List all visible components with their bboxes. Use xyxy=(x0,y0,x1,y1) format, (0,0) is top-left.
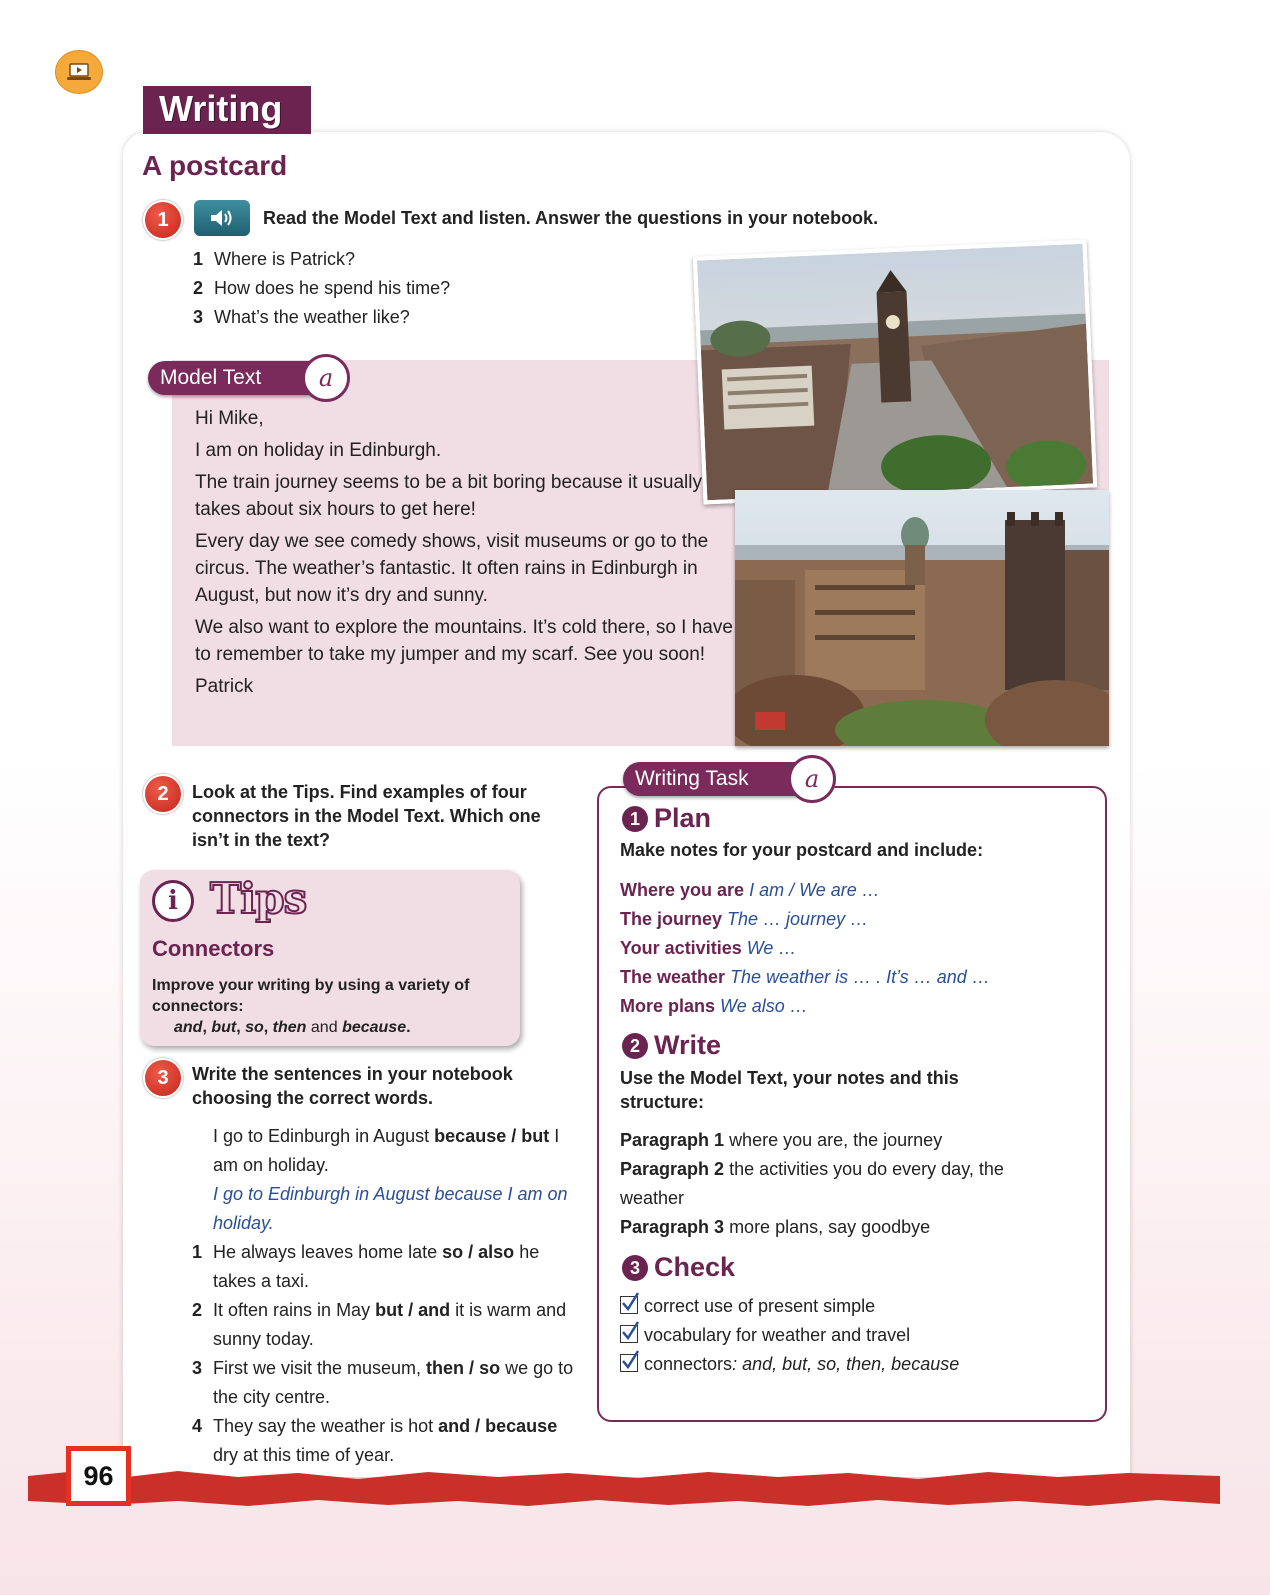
check-items xyxy=(620,1292,959,1379)
paragraph-structure xyxy=(620,1126,1040,1242)
list-item: The weather The weather is … . It’s … and … xyxy=(620,967,990,987)
example-answer: I go to Edinburgh in August because I am on holiday. xyxy=(213,1184,568,1233)
list-item: connectors: and, but, so, then, because xyxy=(620,1350,959,1379)
info-icon: i xyxy=(152,880,194,922)
plan-items xyxy=(620,876,990,1021)
model-text-paragraph: The train journey seems to be a bit boring because it usually takes about six hours to get here! xyxy=(195,472,702,520)
writing-task-icon: a xyxy=(788,755,836,803)
laptop-icon[interactable] xyxy=(55,50,103,94)
model-text-paragraph: I am on holiday in Edinburgh. xyxy=(195,440,442,461)
plan-number: 1 xyxy=(622,806,648,832)
plan-instruction: Make notes for your postcard and include: xyxy=(620,840,984,860)
write-heading: 2 Write xyxy=(622,1030,721,1061)
list-item: Paragraph 3 more plans, say goodbye xyxy=(620,1217,931,1237)
list-item: More plans We also … xyxy=(620,996,808,1016)
checkbox-checked-icon xyxy=(620,1325,638,1343)
page-heading: A postcard xyxy=(142,150,288,181)
model-text-paragraph: Hi Mike, xyxy=(195,408,264,429)
exercise-3-number: 3 xyxy=(143,1058,183,1098)
list-item: 1 Where is Patrick? xyxy=(193,249,356,269)
model-text-paragraph: Every day we see comedy shows, visit museums or go to the circus. The weather’s fantastic. It often rains in Edinburgh in August, but now it’s dry and sunny. xyxy=(195,531,709,606)
model-text-body xyxy=(195,405,735,705)
list-item: 1 He always leaves home late so / also he takes a taxi. xyxy=(192,1242,540,1291)
tips-title: Tips xyxy=(210,874,307,923)
checkbox-checked-icon xyxy=(620,1354,638,1372)
example-sentence: I go to Edinburgh in August because / but I am on holiday. xyxy=(213,1126,560,1175)
page-number: 96 xyxy=(66,1446,131,1506)
tips-body xyxy=(152,975,512,1038)
list-item: 2 It often rains in May but / and it is warm and sunny today. xyxy=(192,1300,567,1349)
model-text-icon: a xyxy=(302,354,350,402)
exercise-2-number: 2 xyxy=(143,774,183,814)
tips-heading: Connectors xyxy=(152,936,275,961)
tips-text: Improve your writing by using a variety of connectors: xyxy=(152,977,470,1015)
list-item: 4 They say the weather is hot and / because dry at this time of year. xyxy=(192,1416,558,1465)
list-item: Your activities We … xyxy=(620,938,797,958)
list-item: The journey The … journey … xyxy=(620,909,869,929)
list-item: Paragraph 1 where you are, the journey xyxy=(620,1130,943,1150)
list-item: 3 What’s the weather like? xyxy=(193,307,410,327)
write-number: 2 xyxy=(622,1033,648,1059)
plan-heading: 1 Plan xyxy=(622,803,711,834)
model-text-label: Model Text xyxy=(148,361,326,395)
exercise-3-instruction: Write the sentences in your notebook choosing the correct words. xyxy=(192,1064,513,1108)
speaker-icon xyxy=(208,207,236,229)
edinburgh-street-photo xyxy=(693,240,1097,505)
list-item: 3 First we visit the museum, then / so we go to the city centre. xyxy=(192,1358,574,1407)
edinburgh-skyline-photo xyxy=(735,490,1109,746)
exercise-3-items xyxy=(192,1122,582,1470)
check-heading: 3 Check xyxy=(622,1252,735,1283)
exercise-1-number: 1 xyxy=(143,200,183,240)
checkbox-checked-icon xyxy=(620,1296,638,1314)
list-item: 2 How does he spend his time? xyxy=(193,278,451,298)
exercise-1-questions xyxy=(193,245,450,332)
audio-play-button[interactable] xyxy=(194,200,250,236)
list-item: Where you are I am / We are … xyxy=(620,880,880,900)
list-item: vocabulary for weather and travel xyxy=(620,1321,959,1350)
exercise-2-instruction: Look at the Tips. Find examples of four connectors in the Model Text. Which one isn’t in the text? xyxy=(192,782,541,850)
writing-task-label: Writing Task xyxy=(623,762,813,796)
model-text-paragraph: We also want to explore the mountains. It’s cold there, so I have to remember to take my jumper and my scarf. See you soon! xyxy=(195,617,733,665)
write-instruction: Use the Model Text, your notes and this structure: xyxy=(620,1068,959,1112)
exercise-1-instruction: Read the Model Text and listen. Answer the questions in your notebook. xyxy=(263,208,879,228)
section-title: Writing xyxy=(143,86,311,134)
check-number: 3 xyxy=(622,1255,648,1281)
list-item: correct use of present simple xyxy=(620,1292,959,1321)
list-item: Paragraph 2 the activities you do every day, the weather xyxy=(620,1159,1004,1208)
torn-paper-strip xyxy=(28,1470,1220,1508)
model-text-paragraph: Patrick xyxy=(195,676,254,697)
tips-examples: and, but, so, then and because. xyxy=(174,1019,411,1036)
